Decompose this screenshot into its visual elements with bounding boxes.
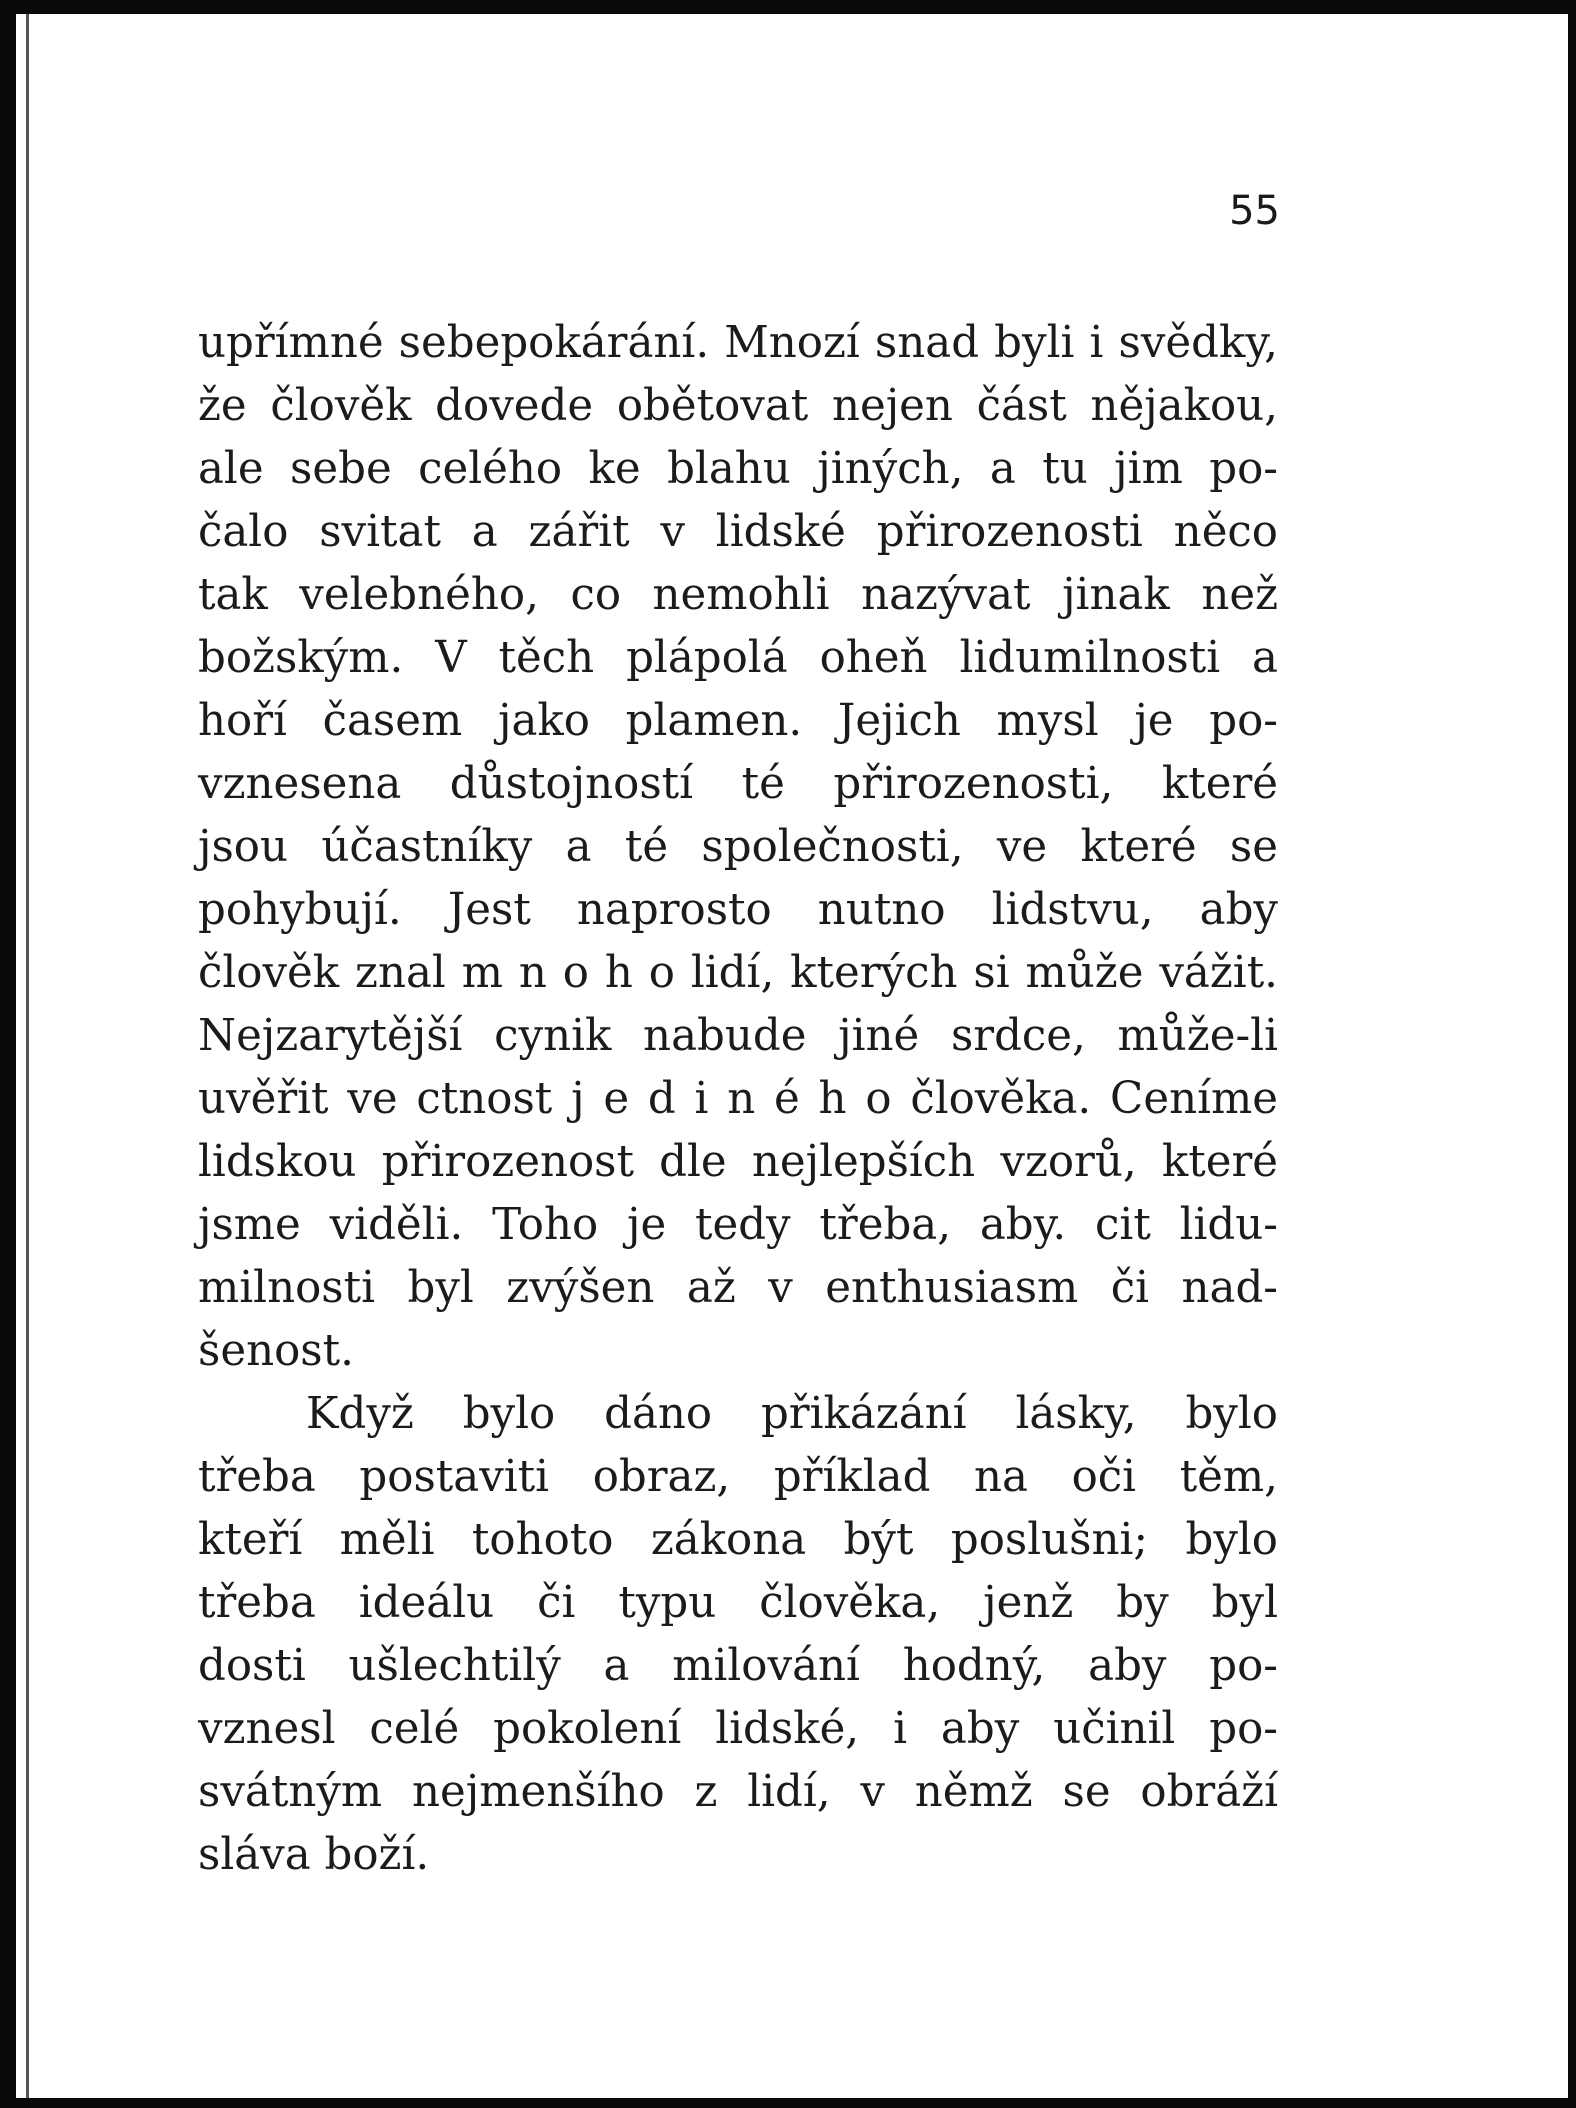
text-line: milnosti byl zvýšen až v enthusiasm či nad- bbox=[198, 1263, 1278, 1313]
text-line: lidskou přirozenost dle nejlepších vzorů, které bbox=[198, 1137, 1278, 1187]
text-line: Nejzarytější cynik nabude jiné srdce, může-li bbox=[198, 1011, 1278, 1061]
body-text bbox=[198, 312, 1278, 1887]
text-line: tak velebného, co nemohli nazývat jinak než bbox=[198, 570, 1278, 620]
text-line: ale sebe celého ke blahu jiných, a tu jim po- bbox=[198, 444, 1278, 494]
page-edge-shadow bbox=[26, 14, 29, 2098]
text-line: třeba postaviti obraz, příklad na oči těm, bbox=[198, 1452, 1278, 1502]
paragraph-1 bbox=[198, 312, 1278, 1383]
text-line: vznesena důstojností té přirozenosti, které bbox=[198, 759, 1278, 809]
text-line: hoří časem jako plamen. Jejich mysl je po- bbox=[198, 696, 1278, 746]
text-line: Když bylo dáno přikázání lásky, bylo bbox=[306, 1389, 1278, 1439]
text-line: jsou účastníky a té společnosti, ve které se bbox=[198, 822, 1278, 872]
text-line: kteří měli tohoto zákona být poslušni; bylo bbox=[198, 1515, 1278, 1565]
text-line: jsme viděli. Toho je tedy třeba, aby. cit lidu- bbox=[198, 1200, 1278, 1250]
text-line: pohybují. Jest naprosto nutno lidstvu, aby bbox=[198, 885, 1278, 935]
page-number: 55 bbox=[1229, 188, 1280, 234]
text-line: vznesl celé pokolení lidské, i aby učinil po- bbox=[198, 1704, 1278, 1754]
text-line: člověk znal m n o h o lidí, kterých si může vážit. bbox=[198, 948, 1278, 998]
text-line: dosti ušlechtilý a milování hodný, aby po- bbox=[198, 1641, 1278, 1691]
text-line: svátným nejmenšího z lidí, v němž se obráží bbox=[198, 1767, 1278, 1817]
text-line: šenost. bbox=[198, 1326, 354, 1376]
text-line: čalo svitat a zářit v lidské přirozenosti něco bbox=[198, 507, 1278, 557]
text-line: uvěřit ve ctnost j e d i n é h o člověka. Ceníme bbox=[198, 1074, 1278, 1124]
text-line: třeba ideálu či typu člověka, jenž by byl bbox=[198, 1578, 1278, 1628]
text-line: sláva boží. bbox=[198, 1830, 430, 1880]
text-line: že člověk dovede obětovat nejen část nějakou, bbox=[198, 381, 1278, 431]
text-line: upřímné sebepokárání. Mnozí snad byli i svědky, bbox=[198, 318, 1278, 368]
paragraph-2 bbox=[198, 1383, 1278, 1887]
text-line: božským. V těch plápolá oheň lidumilnosti a bbox=[198, 633, 1278, 683]
